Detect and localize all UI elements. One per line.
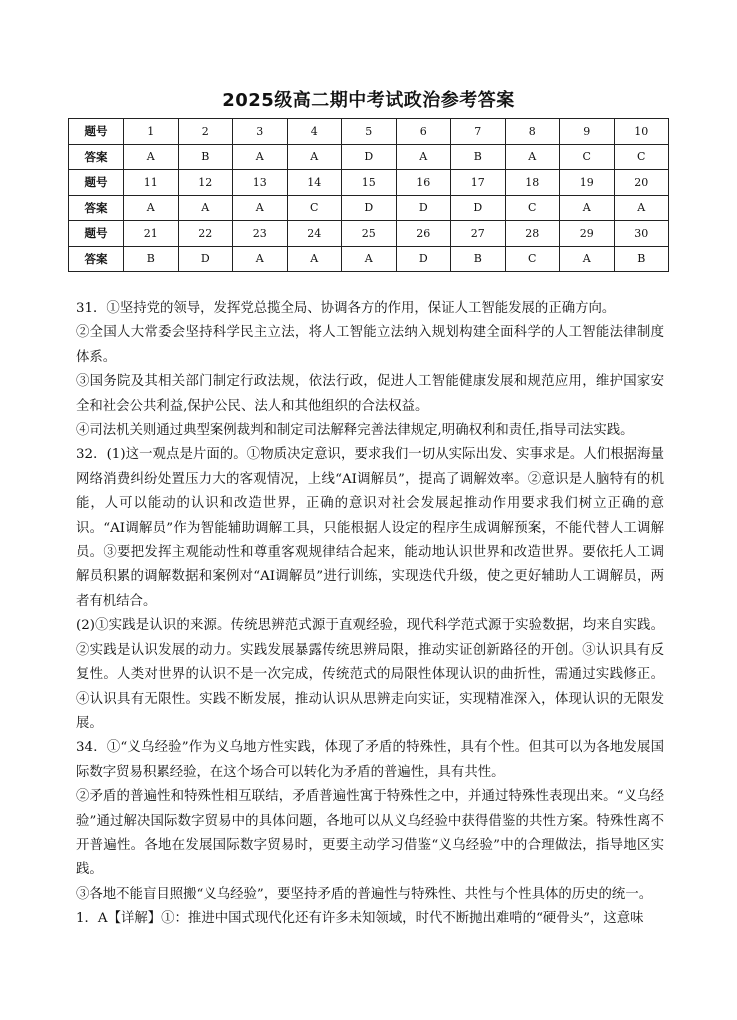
question-number: 10 — [614, 119, 669, 145]
answer-cell: D — [342, 195, 397, 221]
question-number: 22 — [178, 221, 233, 247]
answer-cell: A — [287, 246, 342, 272]
answer-cell: A — [233, 144, 288, 170]
answer-cell: B — [178, 144, 233, 170]
answer-row-1 — [69, 144, 669, 170]
answer-34-point-3: ③各地不能盲目照搬“义乌经验”，要坚持矛盾的普遍性与特殊性、共性与个性具体的历史的统一。 — [76, 886, 653, 902]
question-number: 19 — [560, 170, 615, 196]
answer-cell: A — [614, 195, 669, 221]
answer-cell: D — [342, 144, 397, 170]
question-label: 题号 — [69, 221, 124, 247]
question-number: 4 — [287, 119, 342, 145]
question-number: 18 — [505, 170, 560, 196]
question-number: 1 — [124, 119, 179, 145]
answer-cell: C — [287, 195, 342, 221]
answer-31-point-3: ③国务院及其相关部门制定行政法规，依法行政，促进人工智能健康发展和规范应用，维护国家安全和社会公共利益,保护公民、法人和其他组织的合法权益。 — [76, 374, 664, 414]
question-number: 13 — [233, 170, 288, 196]
question-number: 25 — [342, 221, 397, 247]
question-row-2 — [69, 170, 669, 196]
question-number: 29 — [560, 221, 615, 247]
detail-question-1: 1．A【详解】①：推进中国式现代化还有许多未知领域，时代不断抛出难啃的“硬骨头”，这意味 — [76, 911, 644, 927]
answer-cell: C — [505, 195, 560, 221]
answer-cell: A — [124, 195, 179, 221]
question-number: 14 — [287, 170, 342, 196]
answer-cell: A — [233, 195, 288, 221]
question-number: 7 — [451, 119, 506, 145]
answer-cell: A — [124, 144, 179, 170]
answer-cell: A — [560, 195, 615, 221]
answer-cell: D — [178, 246, 233, 272]
question-number: 11 — [124, 170, 179, 196]
answer-cell: C — [614, 144, 669, 170]
answer-32-part-2: (2)①实践是认识的来源。传统思辨范式源于直观经验，现代科学范式源于实验数据，均来自实践。②实践是认识发展的动力。实践发展暴露传统思辨局限，推动实证创新路径的开创。③认识具有反复性。人类对世界的认识不是一次完成，传统范式的局限性体现认识的曲折性，需通过实践修正。④认识具有无限性。实践不断发展，推动认识从思辨走向实证，实现精准深入，体现认识的无限发展。 — [76, 618, 664, 731]
answer-cell: A — [233, 246, 288, 272]
answer-32-part-1: 32．(1)这一观点是片面的。①物质决定意识，要求我们一切从实际出发、实事求是。人们根据海量网络消费纠纷处置压力大的客观情况，上线“AI调解员”，提高了调解效率。②意识是人脑特有的机能，人可以能动的认识和改造世界，正确的意识对社会发展起推动作用要求我们树立正确的意识。“AI调解员”作为智能辅助调解工具，只能根据人设定的程序生成调解预案，不能代替人工调解员。③要把发挥主观能动性和尊重客观规律结合起来，能动地认识世界和改造世界。要依托人工调解员积累的调解数据和案例对“AI调解员”进行训练，实现迭代升级，使之更好辅助人工调解员，两者有机结合。 — [76, 447, 664, 609]
answer-31-point-2: ②全国人大常委会坚持科学民主立法，将人工智能立法纳入规划构建全面科学的人工智能法律制度体系。 — [76, 325, 664, 365]
question-number: 3 — [233, 119, 288, 145]
question-number: 6 — [396, 119, 451, 145]
question-number: 12 — [178, 170, 233, 196]
question-number: 2 — [178, 119, 233, 145]
question-label: 题号 — [69, 119, 124, 145]
question-number: 30 — [614, 221, 669, 247]
answer-table — [68, 118, 669, 272]
question-number: 20 — [614, 170, 669, 196]
answer-row-2 — [69, 195, 669, 221]
answer-explanations — [76, 297, 664, 932]
answer-cell: A — [505, 144, 560, 170]
page-title: 2025级高二期中考试政治参考答案 — [222, 90, 515, 111]
question-number: 26 — [396, 221, 451, 247]
question-label: 题号 — [69, 170, 124, 196]
answer-cell: B — [451, 246, 506, 272]
answer-cell: C — [560, 144, 615, 170]
answer-34-point-1: 34．①“义乌经验”作为义乌地方性实践，体现了矛盾的特殊性，具有个性。但其可以为各地发展国际数字贸易积累经验，在这个场合可以转化为矛盾的普遍性，具有共性。 — [76, 740, 664, 780]
answer-cell: D — [396, 195, 451, 221]
answer-cell: A — [396, 144, 451, 170]
question-number: 21 — [124, 221, 179, 247]
answer-label: 答案 — [69, 144, 124, 170]
answer-cell: D — [451, 195, 506, 221]
answer-label: 答案 — [69, 195, 124, 221]
answer-cell: B — [614, 246, 669, 272]
question-row-1 — [69, 119, 669, 145]
question-number: 27 — [451, 221, 506, 247]
question-number: 15 — [342, 170, 397, 196]
answer-row-3 — [69, 246, 669, 272]
question-number: 17 — [451, 170, 506, 196]
answer-cell: B — [451, 144, 506, 170]
answer-cell: B — [124, 246, 179, 272]
question-row-3 — [69, 221, 669, 247]
answer-cell: A — [560, 246, 615, 272]
question-number: 24 — [287, 221, 342, 247]
question-number: 8 — [505, 119, 560, 145]
answer-cell: A — [178, 195, 233, 221]
answer-31-point-1: 31．①坚持党的领导，发挥党总揽全局、协调各方的作用，保证人工智能发展的正确方向。 — [76, 301, 616, 316]
question-number: 9 — [560, 119, 615, 145]
answer-label: 答案 — [69, 246, 124, 272]
question-number: 16 — [396, 170, 451, 196]
question-number: 28 — [505, 221, 560, 247]
answer-34-point-2: ②矛盾的普遍性和特殊性相互联结，矛盾普遍性寓于特殊性之中，并通过特殊性表现出来。“义乌经验”通过解决国际数字贸易中的具体问题，各地可以从义乌经验中获得借鉴的共性方案。特殊性离不开普遍性。各地在发展国际数字贸易时，更要主动学习借鉴“义乌经验”中的合理做法，指导地区实践。 — [76, 789, 664, 878]
answer-cell: D — [396, 246, 451, 272]
answer-cell: A — [342, 246, 397, 272]
answer-31-point-4: ④司法机关则通过典型案例裁判和制定司法解释完善法律规定,明确权利和责任,指导司法实践。 — [76, 423, 634, 439]
question-number: 5 — [342, 119, 397, 145]
answer-cell: A — [287, 144, 342, 170]
answer-cell: C — [505, 246, 560, 272]
question-number: 23 — [233, 221, 288, 247]
